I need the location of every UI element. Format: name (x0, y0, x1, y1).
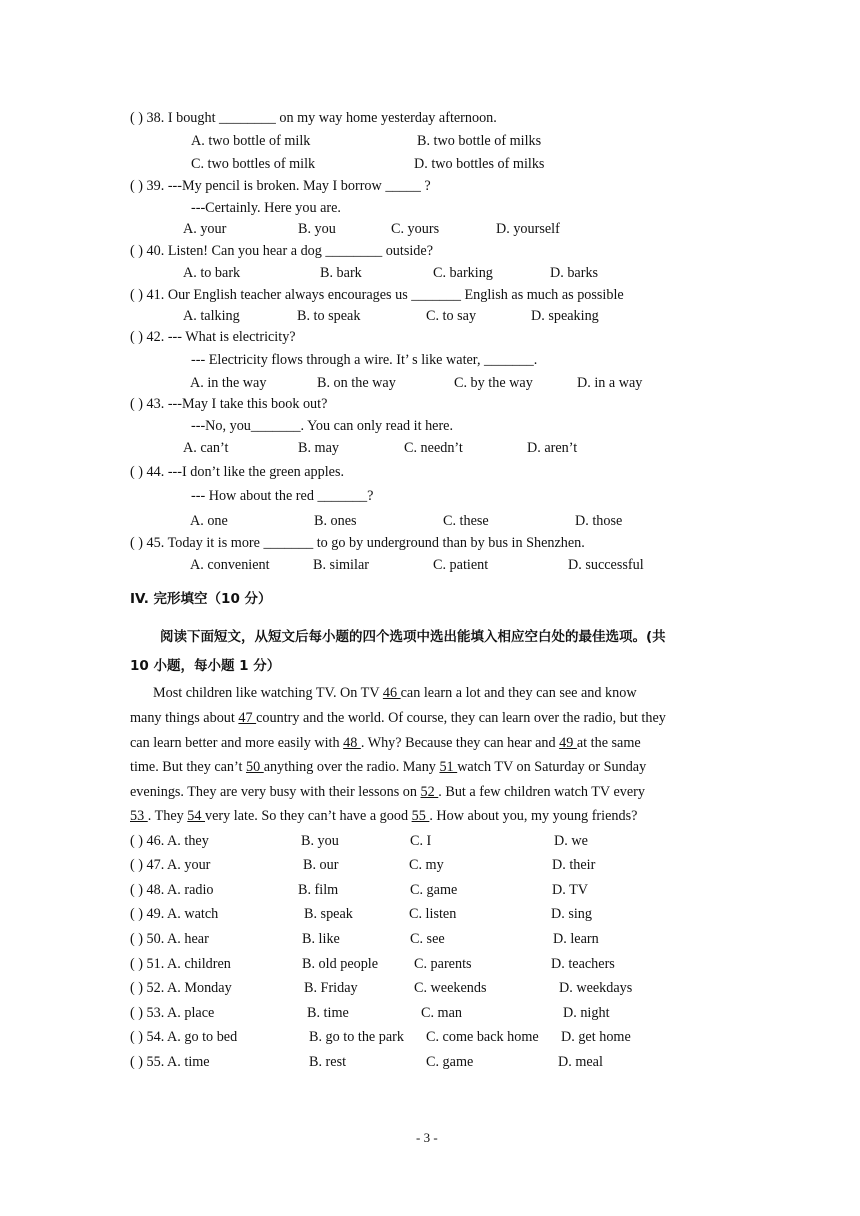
cloze-48-option-a: ( ) 48. A. radio (130, 882, 214, 898)
cloze-51-option-c: C. parents (414, 956, 472, 972)
q40-option-a: A. to bark (183, 265, 241, 281)
question-39-reply: ---Certainly. Here you are. (191, 200, 341, 216)
q39-option-d: D. yourself (496, 221, 560, 237)
question-40-stem: ( ) 40. Listen! Can you hear a dog ________ outside? (130, 243, 433, 259)
q43-option-b: B. may (298, 440, 339, 456)
q41-option-b: B. to speak (297, 308, 361, 324)
q40-option-d: D. barks (550, 265, 599, 281)
cloze-55-option-a: ( ) 55. A. time (130, 1054, 210, 1070)
cloze-53-option-b: B. time (307, 1005, 349, 1021)
cloze-49-option-d: D. sing (551, 906, 592, 922)
cloze-55-option-b: B. rest (309, 1054, 347, 1070)
passage-line-5: evenings. They are very busy with their lessons on 52 . But a few children watch TV every (130, 784, 645, 800)
blank-47: 47 (238, 710, 257, 726)
q45-option-a: A. convenient (190, 557, 270, 573)
section-instructions-line2: 10 小题，每小题 1 分） (130, 658, 281, 674)
question-42-stem: ( ) 42. --- What is electricity? (130, 329, 296, 345)
cloze-52-option-c: C. weekends (414, 980, 487, 996)
question-44-reply: --- How about the red _______? (191, 488, 374, 504)
q43-option-c: C. needn’t (404, 440, 463, 456)
q45-option-d: D. successful (568, 557, 644, 573)
q45-option-c: C. patient (433, 557, 489, 573)
q42-option-b: B. on the way (317, 375, 396, 391)
q41-option-a: A. talking (183, 308, 240, 324)
cloze-50-option-a: ( ) 50. A. hear (130, 931, 209, 947)
q43-option-a: A. can’t (183, 440, 229, 456)
q44-option-b: B. ones (314, 513, 357, 529)
cloze-50-option-b: B. like (302, 931, 340, 947)
question-43-reply: ---No, you_______. You can only read it here. (191, 418, 454, 434)
q39-option-a: A. your (183, 221, 227, 237)
passage-line-1: Most children like watching TV. On TV 46 can learn a lot and they can see and know (153, 685, 637, 701)
cloze-46-option-d: D. we (554, 833, 588, 849)
cloze-54-option-a: ( ) 54. A. go to bed (130, 1029, 238, 1045)
cloze-48-option-d: D. TV (552, 882, 588, 898)
cloze-52-option-d: D. weekdays (559, 980, 633, 996)
section-instructions-line1: 阅读下面短文，从短文后每小题的四个选项中选出能填入相应空白处的最佳选项。(共 (160, 629, 666, 645)
cloze-47-option-a: ( ) 47. A. your (130, 857, 211, 873)
q40-option-b: B. bark (320, 265, 362, 281)
cloze-49-option-b: B. speak (304, 906, 353, 922)
question-39-stem: ( ) 39. ---My pencil is broken. May I borrow _____ ? (130, 178, 431, 194)
q42-option-c: C. by the way (454, 375, 533, 391)
blank-53: 53 (130, 808, 148, 824)
cloze-53-option-c: C. man (421, 1005, 462, 1021)
q39-option-c: C. yours (391, 221, 440, 237)
cloze-54-option-b: B. go to the park (309, 1029, 404, 1045)
question-42-reply: --- Electricity flows through a wire. It’ s like water, _______. (191, 352, 538, 368)
section-title: IV. 完形填空（10 分） (130, 591, 272, 607)
q44-option-c: C. these (443, 513, 489, 529)
cloze-55-option-c: C. game (426, 1054, 474, 1070)
cloze-50-option-d: D. learn (553, 931, 599, 947)
q40-option-c: C. barking (433, 265, 493, 281)
q45-option-b: B. similar (313, 557, 369, 573)
cloze-48-option-c: C. game (410, 882, 458, 898)
cloze-52-option-b: B. Friday (304, 980, 358, 996)
q38-option-b: B. two bottle of milks (417, 133, 542, 149)
q38-option-c: C. two bottles of milk (191, 156, 316, 172)
passage-line-6: 53 . They 54 very late. So they can’t have a good 55 . How about you, my young friends? (130, 808, 638, 824)
cloze-51-option-a: ( ) 51. A. children (130, 956, 231, 972)
q39-option-b: B. you (298, 221, 336, 237)
passage-line-4: time. But they can’t 50 anything over the radio. Many 51 watch TV on Saturday or Sunday (130, 759, 647, 775)
blank-50: 50 (245, 759, 264, 775)
cloze-46-option-a: ( ) 46. A. they (130, 833, 209, 849)
blank-48: 48 (343, 735, 361, 751)
blank-49: 49 (559, 735, 577, 751)
q41-option-c: C. to say (426, 308, 477, 324)
cloze-49-option-a: ( ) 49. A. watch (130, 906, 219, 922)
q43-option-d: D. aren’t (527, 440, 578, 456)
cloze-53-option-d: D. night (563, 1005, 610, 1021)
cloze-48-option-b: B. film (298, 882, 339, 898)
cloze-51-option-d: D. teachers (551, 956, 615, 972)
cloze-46-option-c: C. I (410, 833, 432, 849)
q41-option-d: D. speaking (531, 308, 599, 324)
blank-54: 54 (187, 808, 206, 824)
question-43-stem: ( ) 43. ---May I take this book out? (130, 396, 328, 412)
cloze-52-option-a: ( ) 52. A. Monday (130, 980, 232, 996)
passage-line-3: can learn better and more easily with 48 . Why? Because they can hear and 49 at the same (130, 735, 641, 751)
q44-option-d: D. those (575, 513, 623, 529)
blank-46: 46 (382, 685, 401, 701)
cloze-47-option-b: B. our (303, 857, 339, 873)
question-38-stem: ( ) 38. I bought ________ on my way home yesterday afternoon. (130, 110, 497, 126)
q38-option-a: A. two bottle of milk (191, 133, 311, 149)
cloze-46-option-b: B. you (301, 833, 339, 849)
cloze-49-option-c: C. listen (409, 906, 457, 922)
cloze-50-option-c: C. see (410, 931, 445, 947)
passage-line-2: many things about 47 country and the world. Of course, they can learn over the radio, but they (130, 710, 666, 726)
cloze-55-option-d: D. meal (558, 1054, 603, 1070)
q42-option-a: A. in the way (190, 375, 267, 391)
question-44-stem: ( ) 44. ---I don’t like the green apples. (130, 464, 345, 480)
cloze-47-option-c: C. my (409, 857, 444, 873)
q42-option-d: D. in a way (577, 375, 643, 391)
cloze-53-option-a: ( ) 53. A. place (130, 1005, 215, 1021)
blank-51: 51 (439, 759, 458, 775)
q44-option-a: A. one (190, 513, 228, 529)
q38-option-d: D. two bottles of milks (414, 156, 545, 172)
question-41-stem: ( ) 41. Our English teacher always encourages us _______ English as much as possible (130, 287, 624, 303)
cloze-51-option-b: B. old people (302, 956, 379, 972)
cloze-54-option-d: D. get home (561, 1029, 631, 1045)
page-number: - 3 - (416, 1130, 438, 1145)
cloze-54-option-c: C. come back home (426, 1029, 539, 1045)
question-45-stem: ( ) 45. Today it is more _______ to go by underground than by bus in Shenzhen. (130, 535, 585, 551)
blank-55: 55 (411, 808, 430, 824)
cloze-47-option-d: D. their (552, 857, 596, 873)
blank-52: 52 (420, 784, 439, 800)
